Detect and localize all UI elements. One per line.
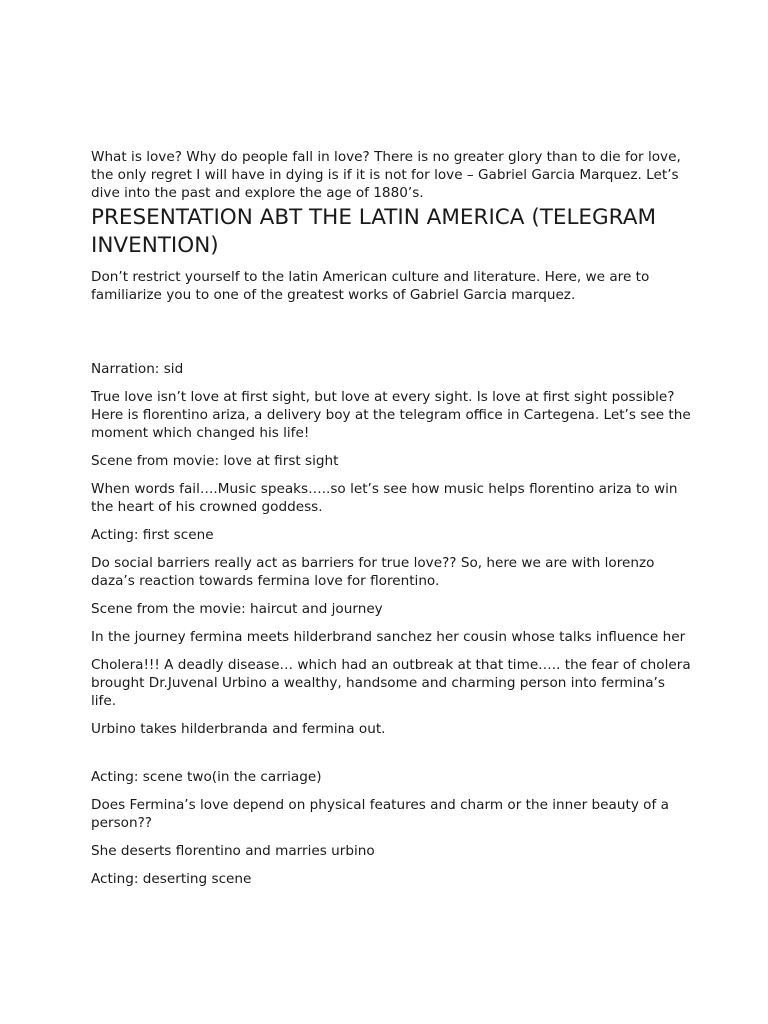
paragraph: Does Fermina’s love depend on physical features and charm or the inner beauty of a person?? [91, 797, 669, 831]
narration-line: Narration: sid [91, 361, 184, 377]
paragraph: Urbino takes hilderbranda and fermina out. [91, 721, 386, 737]
document-body [91, 148, 691, 888]
paragraph: True love isn’t love at first sight, but love at every sight. Is love at first sight possible? Here is florentino ariza, a delivery boy at the telegram office in Cartegena. Let’s see the moment which changed his life! [91, 389, 691, 441]
paragraph: Do social barriers really act as barriers for true love?? So, here we are with lorenzo daza’s reaction towards fermina love for florentino. [91, 555, 655, 589]
paragraph: Cholera!!! A deadly disease… which had an outbreak at that time….. the fear of cholera brought Dr.Juvenal Urbino a wealthy, handsome and charming person into fermina’s life. [91, 657, 691, 709]
subintro-paragraph: Don’t restrict yourself to the latin American culture and literature. Here, we are to familiarize you to one of the greatest works of Gabriel Garcia marquez. [91, 269, 650, 303]
intro-paragraph: What is love? Why do people fall in love? There is no greater glory than to die for love, the only regret I will have in dying is if it is not for love – Gabriel Garcia Marquez. Let’s dive into the past and explore the age of 1880’s. [91, 149, 681, 201]
paragraph: When words fail….Music speaks…..so let’s see how music helps florentino ariza to win the heart of his crowned goddess. [91, 481, 678, 515]
acting-line: Acting: scene two(in the carriage) [91, 769, 322, 785]
scene-line: Scene from movie: love at first sight [91, 453, 339, 469]
scene-line: Scene from the movie: haircut and journey [91, 601, 383, 617]
paragraph: She deserts florentino and marries urbino [91, 843, 375, 859]
acting-line: Acting: deserting scene [91, 871, 252, 887]
acting-line: Acting: first scene [91, 527, 214, 543]
paragraph: In the journey fermina meets hilderbrand sanchez her cousin whose talks influence her [91, 629, 686, 645]
document-heading: PRESENTATION ABT THE LATIN AMERICA (TELEGRAM INVENTION) [91, 205, 656, 258]
